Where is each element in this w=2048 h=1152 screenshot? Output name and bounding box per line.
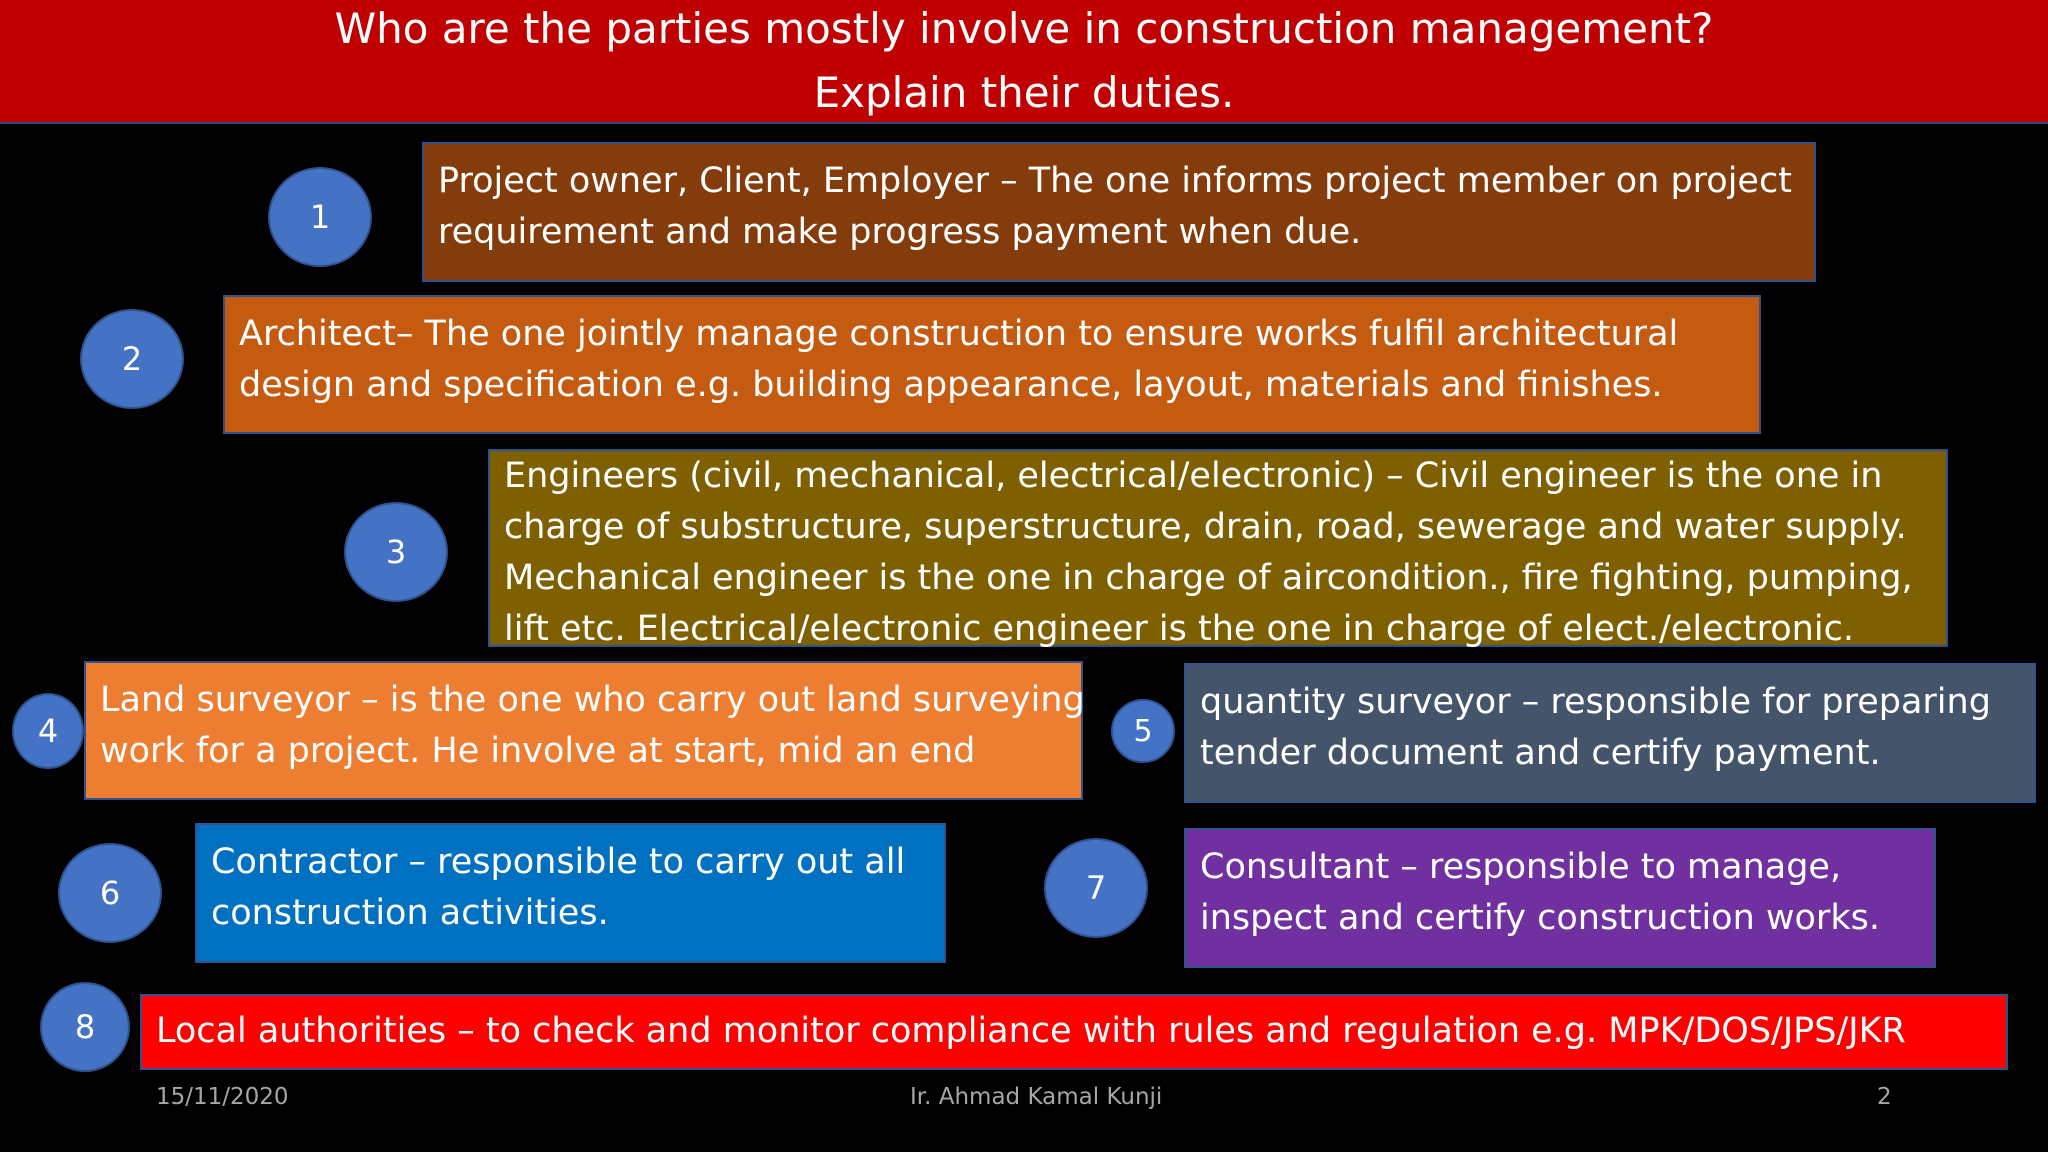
footer-date: 15/11/2020 <box>156 1084 289 1110</box>
party-text-line: Architect– The one jointly manage construction to ensure works fulfil architectural <box>239 314 1679 354</box>
slide-title <box>0 0 2048 124</box>
slide-title-line-2: Explain their duties. <box>813 68 1235 117</box>
party-text-line: design and specification e.g. building appearance, layout, materials and finishes. <box>239 365 1663 405</box>
party-box-local-authorities <box>140 994 2008 1070</box>
party-text-line: lift etc. Electrical/electronic engineer is the one in charge of elect./electronic. <box>504 609 1854 649</box>
party-text-line: Project owner, Client, Employer – The one informs project member on project <box>438 161 1792 201</box>
party-text-line: Engineers (civil, mechanical, electrical/electronic) – Civil engineer is the one in <box>504 456 1883 496</box>
party-text-line: construction activities. <box>211 893 609 933</box>
party-number-badge-2: 2 <box>80 309 184 409</box>
party-text-line: work for a project. He involve at start, mid an end <box>100 731 976 771</box>
party-box-engineers <box>488 449 1948 647</box>
party-number-badge-3: 3 <box>344 502 448 602</box>
party-number-badge-7: 7 <box>1044 838 1148 938</box>
party-box-architect <box>223 295 1761 434</box>
party-text-line: Consultant – responsible to manage, <box>1200 847 1842 887</box>
party-text-line: Local authorities – to check and monitor compliance with rules and regulation e.g. MPK/DOS/JPS/JKR <box>156 1011 1906 1051</box>
party-number-badge-8: 8 <box>40 982 130 1072</box>
party-number-badge-5: 5 <box>1111 699 1175 763</box>
party-number-badge-6: 6 <box>58 843 162 943</box>
party-text-line: Mechanical engineer is the one in charge of aircondition., fire fighting, pumping, <box>504 558 1913 598</box>
party-number-badge-4: 4 <box>12 693 84 769</box>
party-text-line: tender document and certify payment. <box>1200 733 1881 773</box>
footer-author: Ir. Ahmad Kamal Kunji <box>910 1084 1163 1110</box>
footer-page-number: 2 <box>1877 1084 1892 1110</box>
party-box-contractor <box>195 823 946 963</box>
slide-title-line-1: Who are the parties mostly involve in construction management? <box>334 4 1714 53</box>
party-text-line: Contractor – responsible to carry out all <box>211 842 906 882</box>
party-box-quantity-surveyor <box>1184 663 2036 803</box>
party-box-land-surveyor <box>84 661 1083 800</box>
party-text-line: inspect and certify construction works. <box>1200 898 1880 938</box>
party-text-line: quantity surveyor – responsible for preparing <box>1200 682 1991 722</box>
party-number-badge-1: 1 <box>268 167 372 267</box>
party-text-line: charge of substructure, superstructure, drain, road, sewerage and water supply. <box>504 507 1907 547</box>
party-box-project-owner <box>422 142 1816 282</box>
party-text-line: Land surveyor – is the one who carry out land surveying <box>100 680 1085 720</box>
party-box-consultant <box>1184 828 1936 968</box>
party-text-line: requirement and make progress payment when due. <box>438 212 1362 252</box>
